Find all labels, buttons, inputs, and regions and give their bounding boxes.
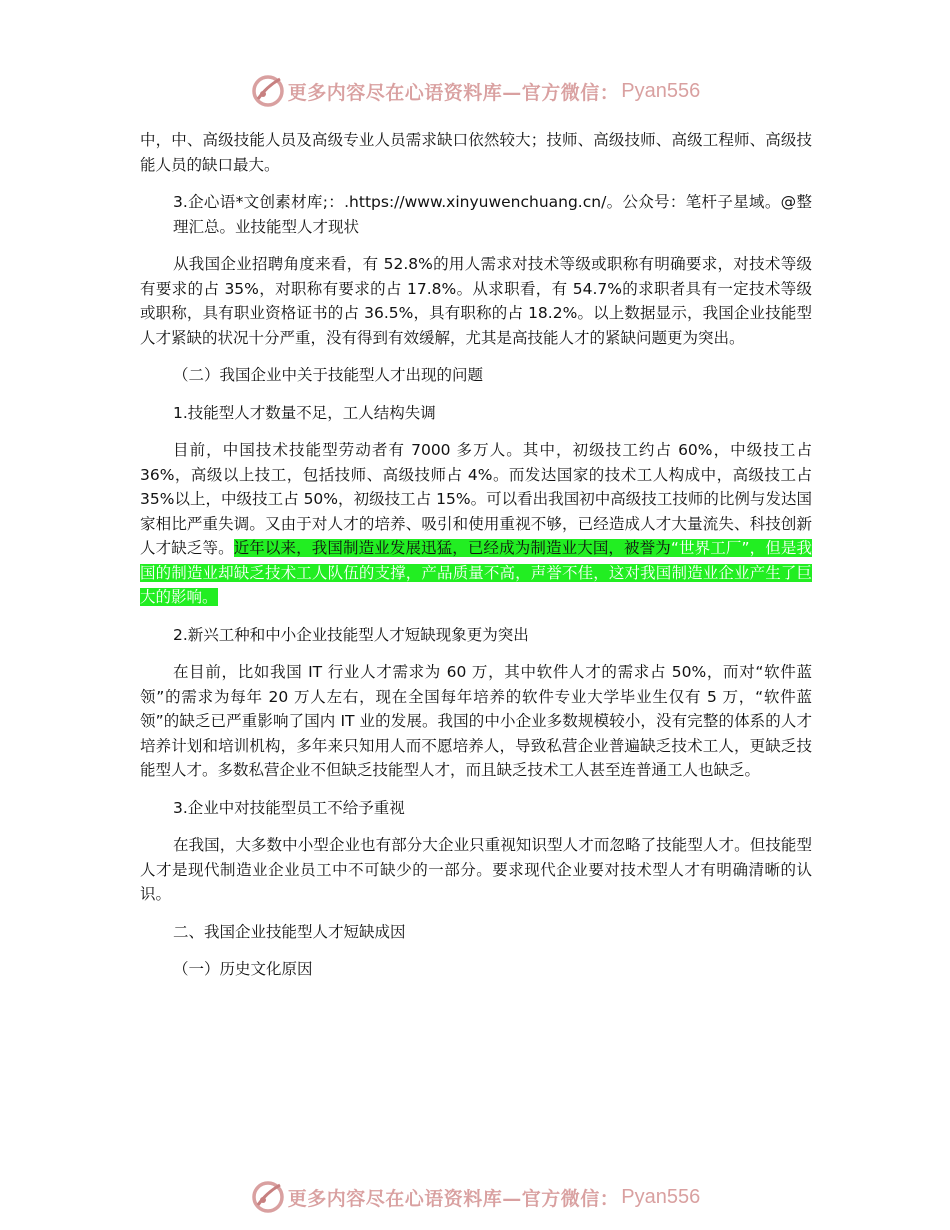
paragraph: 中，中、高级技能人员及高级专业人员需求缺口依然较大；技师、高级技师、高级工程师、高级技能人员的缺口最大。	[140, 131, 812, 174]
banner-wechat-id: Pyan556	[621, 79, 701, 102]
section-heading: 3.企心语*文创素材库;：.https://www.xinyuwenchuang.cn/。公众号：笔杆子星域。@整理汇总。业技能型人才现状	[173, 193, 812, 236]
paragraph: 从我国企业招聘角度来看，有 52.8%的用人需求对技术等级或职称有明确要求，对技术等级有要求的占 35%，对职称有要求的占 17.8%。从求职看，有 54.7%的求职者具有一定技术等级或职称，具有职业资格证书的占 36.5%，具有职称的占 18.2%。以上数据显示，我国企业技能型人才紧缺的状况十分严重，没有得到有效缓解，尤其是高技能人才的紧缺问题更为突出。	[140, 255, 812, 347]
brush-logo-icon	[250, 73, 286, 109]
header-watermark	[0, 71, 950, 111]
section-heading: （一）历史文化原因	[173, 960, 313, 978]
section-heading: 二、我国企业技能型人才短缺成因	[173, 922, 406, 941]
section-heading: 2.新兴工种和中小企业技能型人才短缺现象更为突出	[173, 625, 529, 644]
paragraph	[140, 438, 812, 610]
banner-text: 更多内容尽在心语资料库—官方微信：	[287, 1187, 620, 1210]
paragraph: 在我国，大多数中小型企业也有部分大企业只重视知识型人才而忽略了技能型人才。但技能型人才是现代制造业企业员工中不可缺少的一部分。要求现代企业要对技术型人才有明确清晰的认识。	[140, 836, 812, 903]
brush-logo-icon	[250, 1179, 286, 1215]
highlighted-text: “世界工厂”，但是我国的制造业却缺乏技术工人队伍的支撑，产品质量不高，声誉不佳，这对我国制造业企业产生了巨大的影响。	[140, 539, 812, 606]
paragraph-text: 目前，中国技术技能型劳动者有 7000 多万人。其中，初级技工约占 60%，中级技工占 36%，高级以上技工，包括技师、高级技师占 4%。而发达国家的技术工人构成中，高级技工占 35%以上，中级技工占 50%，初级技工占 15%。可以看出我国初中高级技工技师的比例与发达国家相比严重失调。又由于对人才的培养、吸引和使用重视不够，已经造成人才大量流失、科技创新人才缺乏等。	[140, 441, 812, 557]
document-body	[140, 128, 812, 995]
section-heading: （二）我国企业中关于技能型人才出现的问题	[173, 366, 484, 384]
footer-watermark	[0, 1177, 950, 1217]
paragraph: 在目前，比如我国 IT 行业人才需求为 60 万，其中软件人才的需求占 50%，而对“软件蓝领”的需求为每年 20 万人左右，现在全国每年培养的软件专业大学毕业生仅有 5 万，“软件蓝领”的缺乏已严重影响了国内 IT 业的发展。我国的中小企业多数规模较小，没有完整的体系的人才培养计划和培训机构，多年来只知用人而不愿培养人，导致私营企业普遍缺乏技术工人，更缺乏技能型人才。多数私营企业不但缺乏技能型人才，而且缺乏技术工人甚至连普通工人也缺乏。	[140, 663, 812, 779]
banner-wechat-id: Pyan556	[621, 1185, 701, 1208]
banner-text: 更多内容尽在心语资料库—官方微信：	[287, 81, 620, 104]
section-heading: 1.技能型人才数量不足，工人结构失调	[173, 403, 436, 422]
highlighted-text: 近年以来，我国制造业发展迅猛，已经成为制造业大国，被誉为	[233, 539, 671, 557]
section-heading: 3.企业中对技能型员工不给予重视	[173, 798, 405, 817]
